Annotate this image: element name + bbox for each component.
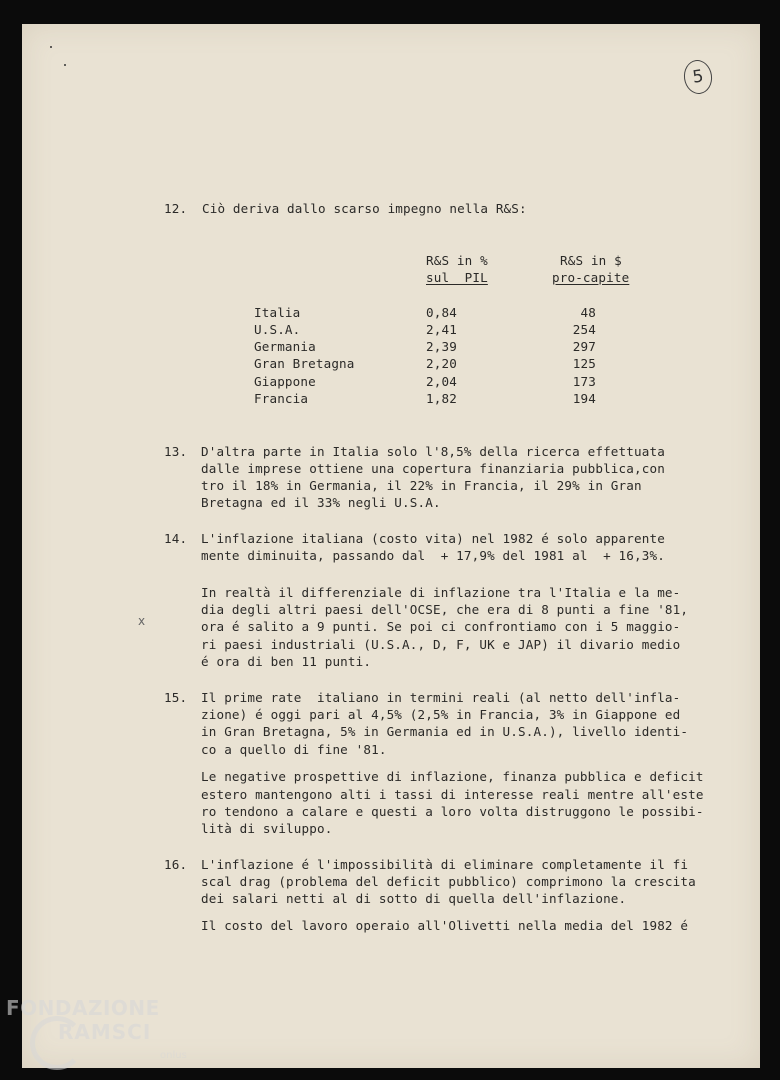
section-15-number: 15.: [164, 690, 188, 705]
table-row-usd: 254: [572, 322, 596, 337]
watermark-line3: onlus: [160, 1050, 187, 1061]
table-header-usd-line2: pro-capite: [552, 270, 630, 285]
section-16-line: scal drag (problema del deficit pubblico) comprimono la crescita: [201, 874, 696, 889]
section-14-para2-line: ora é salito a 9 punti. Se poi ci confrontiamo con i 5 maggio-: [201, 619, 681, 634]
speck: [64, 64, 66, 66]
table-row-pct: 1,82: [426, 391, 457, 406]
watermark-line2: RAMSCI: [58, 1020, 152, 1044]
table-row-country: Gran Bretagna: [254, 356, 355, 371]
table-row-usd: 194: [572, 391, 596, 406]
section-14-para2-line: In realtà il differenziale di inflazione tra l'Italia e la me-: [201, 585, 681, 600]
watermark-line1: FONDAZIONE: [6, 996, 160, 1020]
margin-annotation: x: [138, 614, 146, 628]
section-13-number: 13.: [164, 444, 188, 459]
table-row-country: U.S.A.: [254, 322, 301, 337]
section-15-line: in Gran Bretagna, 5% in Germania ed in U.S.A.), livello identi-: [201, 724, 689, 739]
section-14-number: 14.: [164, 531, 188, 546]
section-13-line: Bretagna ed il 33% negli U.S.A.: [201, 495, 441, 510]
table-header-pct-line2: sul PIL: [426, 270, 488, 285]
section-12-text: Ciò deriva dallo scarso impegno nella R&S:: [202, 201, 527, 216]
table-row-country: Francia: [254, 391, 309, 406]
section-16-line: dei salari netti al di sotto di quella dell'inflazione.: [201, 891, 627, 906]
section-13-line: tro il 18% in Germania, il 22% in Francia, il 29% in Gran: [201, 478, 642, 493]
section-15-para2-line: ro tendono a calare e questi a loro volta distruggono le possibi-: [201, 804, 704, 819]
table-row-country: Italia: [254, 305, 301, 320]
section-14-para2-line: dia degli altri paesi dell'OCSE, che era di 8 punti a fine '81,: [201, 602, 689, 617]
table-row-pct: 0,84: [426, 305, 457, 320]
table-row-pct: 2,20: [426, 356, 457, 371]
section-14-line: L'inflazione italiana (costo vita) nel 1982 é solo apparente: [201, 531, 665, 546]
table-row-usd: 125: [572, 356, 596, 371]
table-row-usd: 48: [580, 305, 596, 320]
table-row-pct: 2,39: [426, 339, 457, 354]
table-row-usd: 297: [572, 339, 596, 354]
table-row-country: Giappone: [254, 374, 316, 389]
table-row-country: Germania: [254, 339, 316, 354]
section-14-para2-line: ri paesi industriali (U.S.A., D, F, UK e JAP) il divario medio: [201, 637, 681, 652]
table-header-usd-line1: R&S in $: [560, 253, 622, 268]
speck: [50, 46, 52, 48]
section-16-para2-line: Il costo del lavoro operaio all'Olivetti nella media del 1982 é: [201, 918, 689, 933]
table-row-pct: 2,41: [426, 322, 457, 337]
section-15-line: Il prime rate italiano in termini reali (al netto dell'infla-: [201, 690, 681, 705]
section-15-line: co a quello di fine '81.: [201, 742, 387, 757]
section-15-para2-line: estero mantengono alti i tassi di interesse reali mentre all'este: [201, 787, 704, 802]
section-12-number: 12.: [164, 201, 188, 216]
section-16-line: L'inflazione é l'impossibilità di eliminare completamente il fi: [201, 857, 689, 872]
section-16-number: 16.: [164, 857, 188, 872]
section-14-line: mente diminuita, passando dal + 17,9% del 1981 al + 16,3%.: [201, 548, 665, 563]
watermark-logo: [0, 990, 200, 1070]
section-15-para2-line: Le negative prospettive di inflazione, finanza pubblica e deficit: [201, 769, 704, 784]
table-row-pct: 2,04: [426, 374, 457, 389]
section-13-line: dalle imprese ottiene una copertura finanziaria pubblica,con: [201, 461, 665, 476]
table-row-usd: 173: [572, 374, 596, 389]
section-14-para2-line: é ora di ben 11 punti.: [201, 654, 372, 669]
table-header-pct-line1: R&S in %: [426, 253, 488, 268]
page-number-mark: 5: [682, 58, 714, 96]
section-15-para2-line: lità di sviluppo.: [201, 821, 333, 836]
section-15-line: zione) é oggi pari al 4,5% (2,5% in Francia, 3% in Giappone ed: [201, 707, 681, 722]
section-13-line: D'altra parte in Italia solo l'8,5% della ricerca effettuata: [201, 444, 665, 459]
